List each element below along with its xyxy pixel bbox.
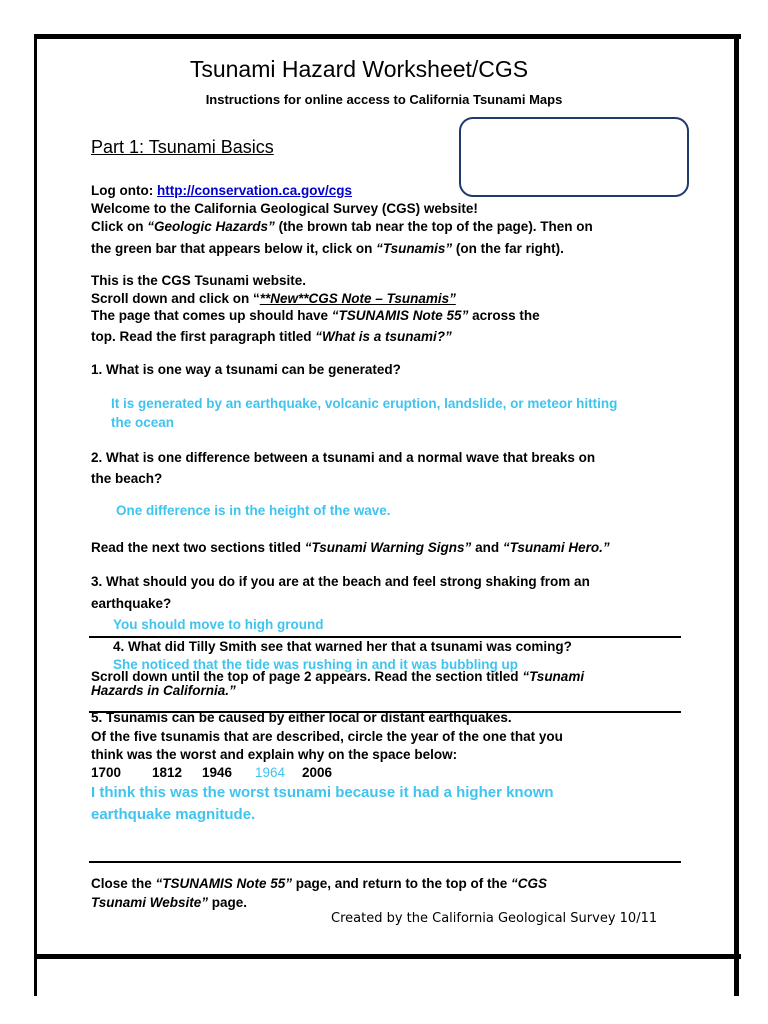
year-option[interactable]: 1700 [91,765,122,780]
welcome-text: Welcome to the California Geological Survey (CGS) website! [91,201,478,216]
scroll-click-line: Scroll down and click on “**New**CGS Note – Tsunamis” [91,291,456,306]
year-option-selected[interactable]: 1964 [255,765,286,780]
question-2-line-1: 2. What is one difference between a tsunami and a normal wave that breaks on [91,450,596,465]
close-line-1: Close the “TSUNAMIS Note 55” page, and return to the top of the “CGS [91,876,548,891]
answer-3: You should move to high ground [113,617,324,632]
page-comes-up-line-1: The page that comes up should have “TSUNAMIS Note 55” across the [91,308,540,323]
log-onto-label: Log onto: [91,183,154,198]
question-4: 4. What did Tilly Smith see that warned her that a tsunami was coming? [113,639,572,654]
close-line-2: Tsunami Website” page. [91,895,248,910]
name-box[interactable] [459,117,689,197]
footer-credit: Created by the California Geological Survey 10/11 [331,911,658,926]
page-subtitle: Instructions for online access to California Tsunami Maps [205,92,563,107]
answer-5-line-1: I think this was the worst tsunami because it had a higher known [91,784,554,801]
answer-5-line-2: earthquake magnitude. [91,806,256,823]
page-title: Tsunami Hazard Worksheet/CGS [189,56,529,82]
question-5-line-2: Of the five tsunamis that are described, circle the year of the one that you [91,729,563,744]
year-option[interactable]: 1946 [202,765,233,780]
page-comes-up-line-2: top. Read the first paragraph titled “What is a tsunami?” [91,329,452,344]
answer-1-line-1: It is generated by an earthquake, volcanic eruption, landslide, or meteor hitting [111,396,618,411]
left-border [34,34,37,996]
question-5-line-1: 5. Tsunamis can be caused by either local or distant earthquakes. [91,710,512,725]
cgs-site-text: This is the CGS Tsunami website. [91,273,307,288]
answer-4: She noticed that the tide was rushing in and it was bubbling up [113,657,519,672]
question-3-line-2: earthquake? [91,596,172,611]
question-5-line-3: think was the worst and explain why on the space below: [91,747,458,762]
question-1: 1. What is one way a tsunami can be generated? [91,362,401,377]
scroll-page2-line-1: Scroll down until the top of page 2 appears. Read the section titled “Tsunami [91,669,585,684]
year-option[interactable]: 1812 [152,765,183,780]
read-next-line: Read the next two sections titled “Tsunami Warning Signs” and “Tsunami Hero.” [91,540,610,555]
year-option[interactable]: 2006 [302,765,333,780]
part-heading: Part 1: Tsunami Basics [91,137,274,157]
right-border [734,34,739,996]
question-2-line-2: the beach? [91,471,163,486]
answer-1-line-2: the ocean [111,415,175,430]
top-border [34,34,741,39]
click-on-line-1: Click on “Geologic Hazards” (the brown tab near the top of the page). Then on [91,219,593,234]
question-3-line-1: 3. What should you do if you are at the beach and feel strong shaking from an [91,574,590,589]
divider-3 [89,861,681,863]
bottom-border [34,954,741,959]
answer-2: One difference is in the height of the wave. [116,503,391,518]
log-onto-line [91,181,352,200]
scroll-page2-line-2: Hazards in California.” [91,683,236,698]
click-on-line-2: the green bar that appears below it, click on “Tsunamis” (on the far right). [91,241,564,256]
cgs-link[interactable]: http://conservation.ca.gov/cgs [157,183,353,198]
